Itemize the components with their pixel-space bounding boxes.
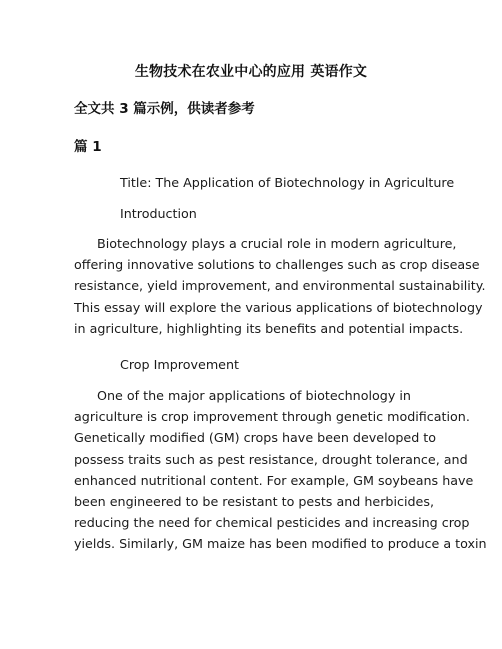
essay-title <box>74 172 455 193</box>
paragraph-line: One of the major applications of biotechnology in <box>97 388 411 403</box>
paragraph-line: resistance, yield improvement, and environmental sustainability. <box>74 278 486 294</box>
paragraph-line: been engineered to be resistant to pests and herbicides, <box>74 494 435 510</box>
paragraph-line: This essay will explore the various applications of biotechnology <box>74 299 483 315</box>
paragraph-line: Genetically modified (GM) crops have been developed to <box>74 430 437 446</box>
crop-improvement-heading <box>74 354 444 375</box>
paragraph-line: possess traits such as pest resistance, drought tolerance, and <box>74 451 468 467</box>
document-subtitle: 全文共 3 篇示例，供读者参考 <box>74 101 255 117</box>
document-title: 生物技术在农业中心的应用 英语作文 <box>134 64 368 80</box>
introduction-heading-text: Introduction <box>120 206 197 221</box>
introduction-paragraph <box>74 233 486 339</box>
crop-improvement-heading-text: Crop Improvement <box>120 357 239 372</box>
paragraph-line: agriculture is crop improvement through genetic modification. <box>74 409 470 425</box>
crop-improvement-paragraph <box>74 385 487 555</box>
paragraph-line: in agriculture, highlighting its benefits and potential impacts. <box>74 320 464 336</box>
paragraph-line: yields. Similarly, GM maize has been modified to produce a toxin <box>74 536 487 552</box>
section-heading: 篇 1 <box>74 139 102 155</box>
paragraph-line: reducing the need for chemical pesticides and increasing crop <box>74 515 470 531</box>
paragraph-line: offering innovative solutions to challenges such as crop disease <box>74 257 480 273</box>
paragraph-line: enhanced nutritional content. For example, GM soybeans have <box>74 472 474 488</box>
introduction-heading <box>74 203 444 224</box>
essay-title-text: Title: The Application of Biotechnology in Agriculture <box>120 175 455 190</box>
paragraph-line: Biotechnology plays a crucial role in modern agriculture, <box>97 236 457 251</box>
